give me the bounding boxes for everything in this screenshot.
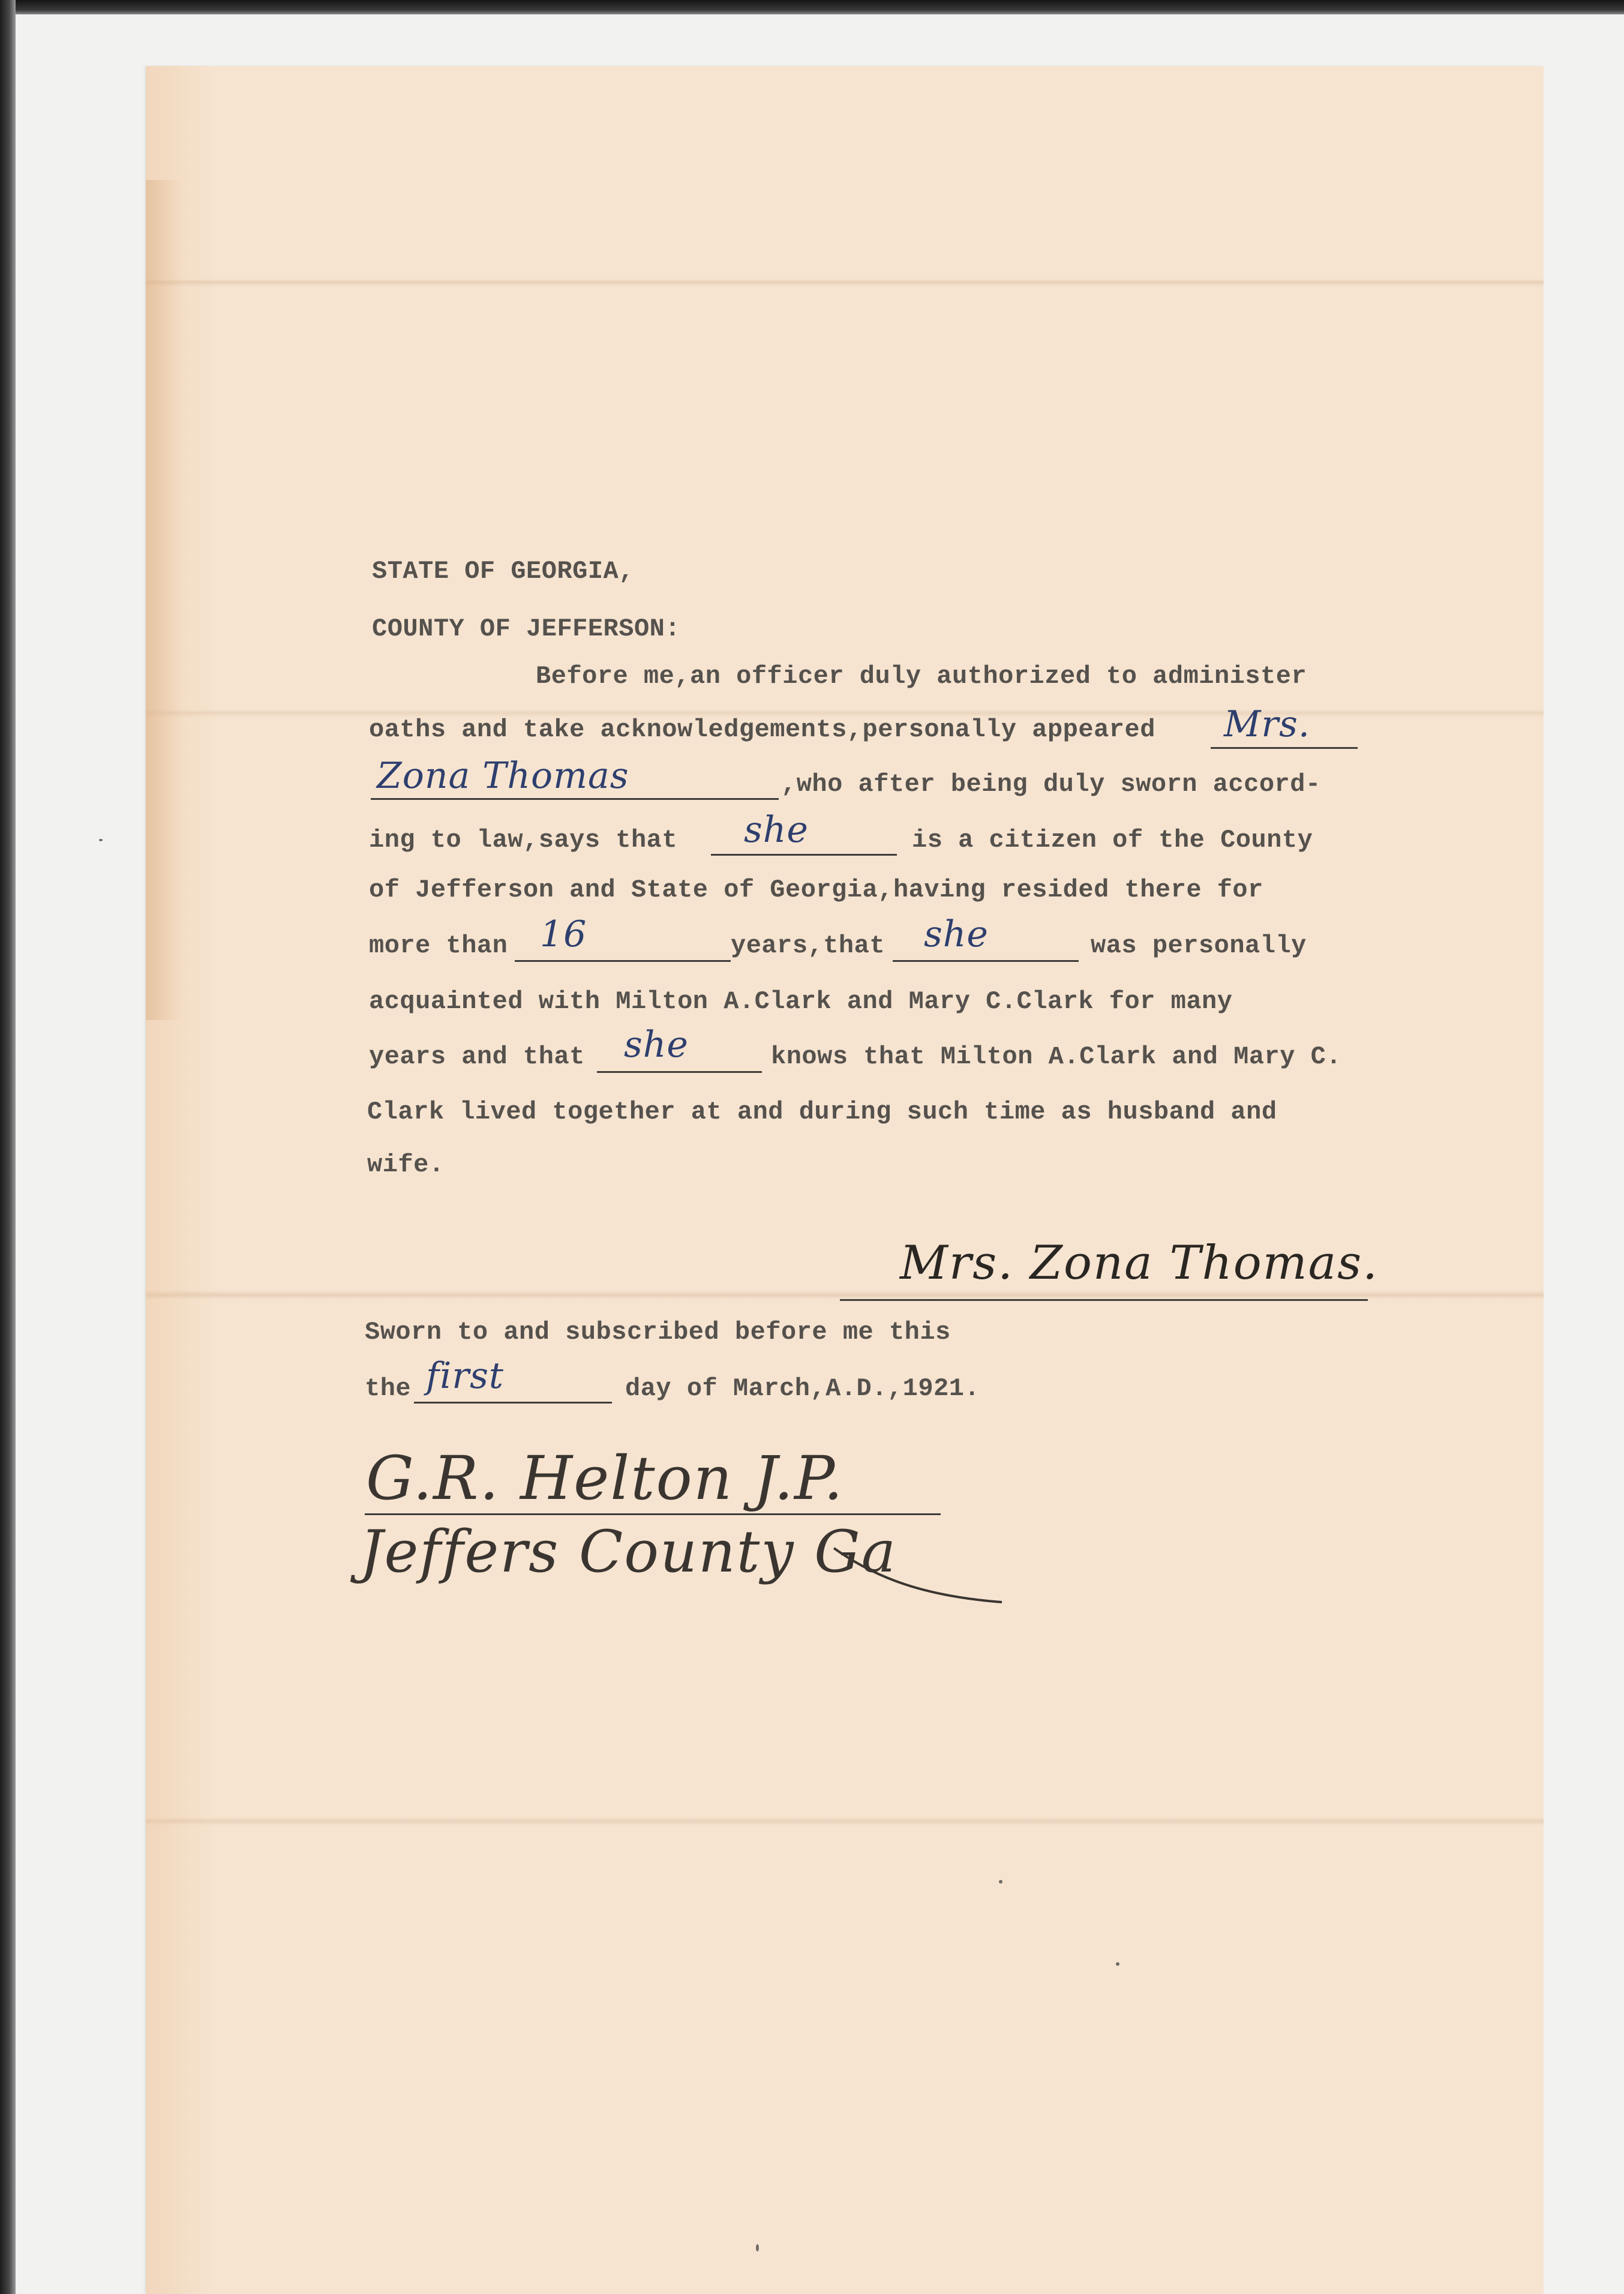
handwritten-mrs: Mrs. xyxy=(1224,703,1310,745)
body-line-10: wife. xyxy=(367,1150,445,1179)
body-line-4-start: ing to law,says that xyxy=(369,826,678,854)
blank-pronoun-2 xyxy=(893,960,1079,962)
scan-frame-top xyxy=(0,0,1624,14)
body-line-6-middle: years,that xyxy=(731,931,885,960)
blank-pronoun-3 xyxy=(597,1071,762,1073)
affiant-signature: Mrs. Zona Thomas. xyxy=(900,1236,1379,1290)
date-line-end: day of March,A.D.,1921. xyxy=(625,1374,980,1403)
dust-speck xyxy=(1116,1962,1119,1966)
body-line-7: acquainted with Milton A.Clark and Mary C.Clark for many xyxy=(369,987,1233,1016)
blank-mrs xyxy=(1211,747,1358,749)
blank-day xyxy=(414,1402,612,1404)
signature-flourish xyxy=(828,1536,1008,1608)
sworn-line: Sworn to and subscribed before me this xyxy=(365,1318,951,1347)
document-paper xyxy=(146,66,1544,2294)
affiant-signature-line xyxy=(840,1299,1368,1301)
blank-years xyxy=(515,960,731,962)
body-line-6-end: was personally xyxy=(1091,931,1307,960)
handwritten-day: first xyxy=(426,1355,504,1397)
officer-signature-line xyxy=(365,1513,941,1515)
dust-speck xyxy=(99,839,103,841)
body-line-8-end: knows that Milton A.Clark and Mary C. xyxy=(771,1042,1342,1071)
body-line-5: of Jefferson and State of Georgia,having resided there for xyxy=(369,875,1263,904)
blank-pronoun-1 xyxy=(711,854,897,856)
dust-speck xyxy=(756,2244,759,2251)
handwritten-pronoun-3: she xyxy=(624,1024,689,1066)
handwritten-pronoun-1: she xyxy=(744,809,809,851)
paper-stain xyxy=(146,180,182,1020)
date-line-start: the xyxy=(365,1374,412,1403)
body-line-4-end: is a citizen of the County xyxy=(912,826,1313,854)
state-line: STATE OF GEORGIA, xyxy=(372,557,634,586)
body-line-1: Before me,an officer duly authorized to administer xyxy=(536,662,1307,691)
officer-signature-line-2: Jeffers County Ga xyxy=(360,1518,897,1585)
handwritten-years: 16 xyxy=(540,913,587,955)
dust-speck xyxy=(999,1880,1002,1884)
blank-name xyxy=(371,798,779,800)
body-line-8-start: years and that xyxy=(369,1042,585,1071)
handwritten-name: Zona Thomas xyxy=(377,755,629,797)
scan-frame-left xyxy=(0,0,16,2294)
handwritten-pronoun-2: she xyxy=(924,913,989,955)
body-line-3: ,who after being duly sworn accord- xyxy=(781,770,1321,799)
body-line-6-start: more than xyxy=(369,931,508,960)
body-line-2: oaths and take acknowledgements,personally appeared xyxy=(369,715,1155,744)
body-line-9: Clark lived together at and during such time as husband and xyxy=(367,1097,1277,1126)
officer-signature-line-1: G.R. Helton J.P. xyxy=(366,1443,844,1513)
county-line: COUNTY OF JEFFERSON: xyxy=(372,614,681,643)
